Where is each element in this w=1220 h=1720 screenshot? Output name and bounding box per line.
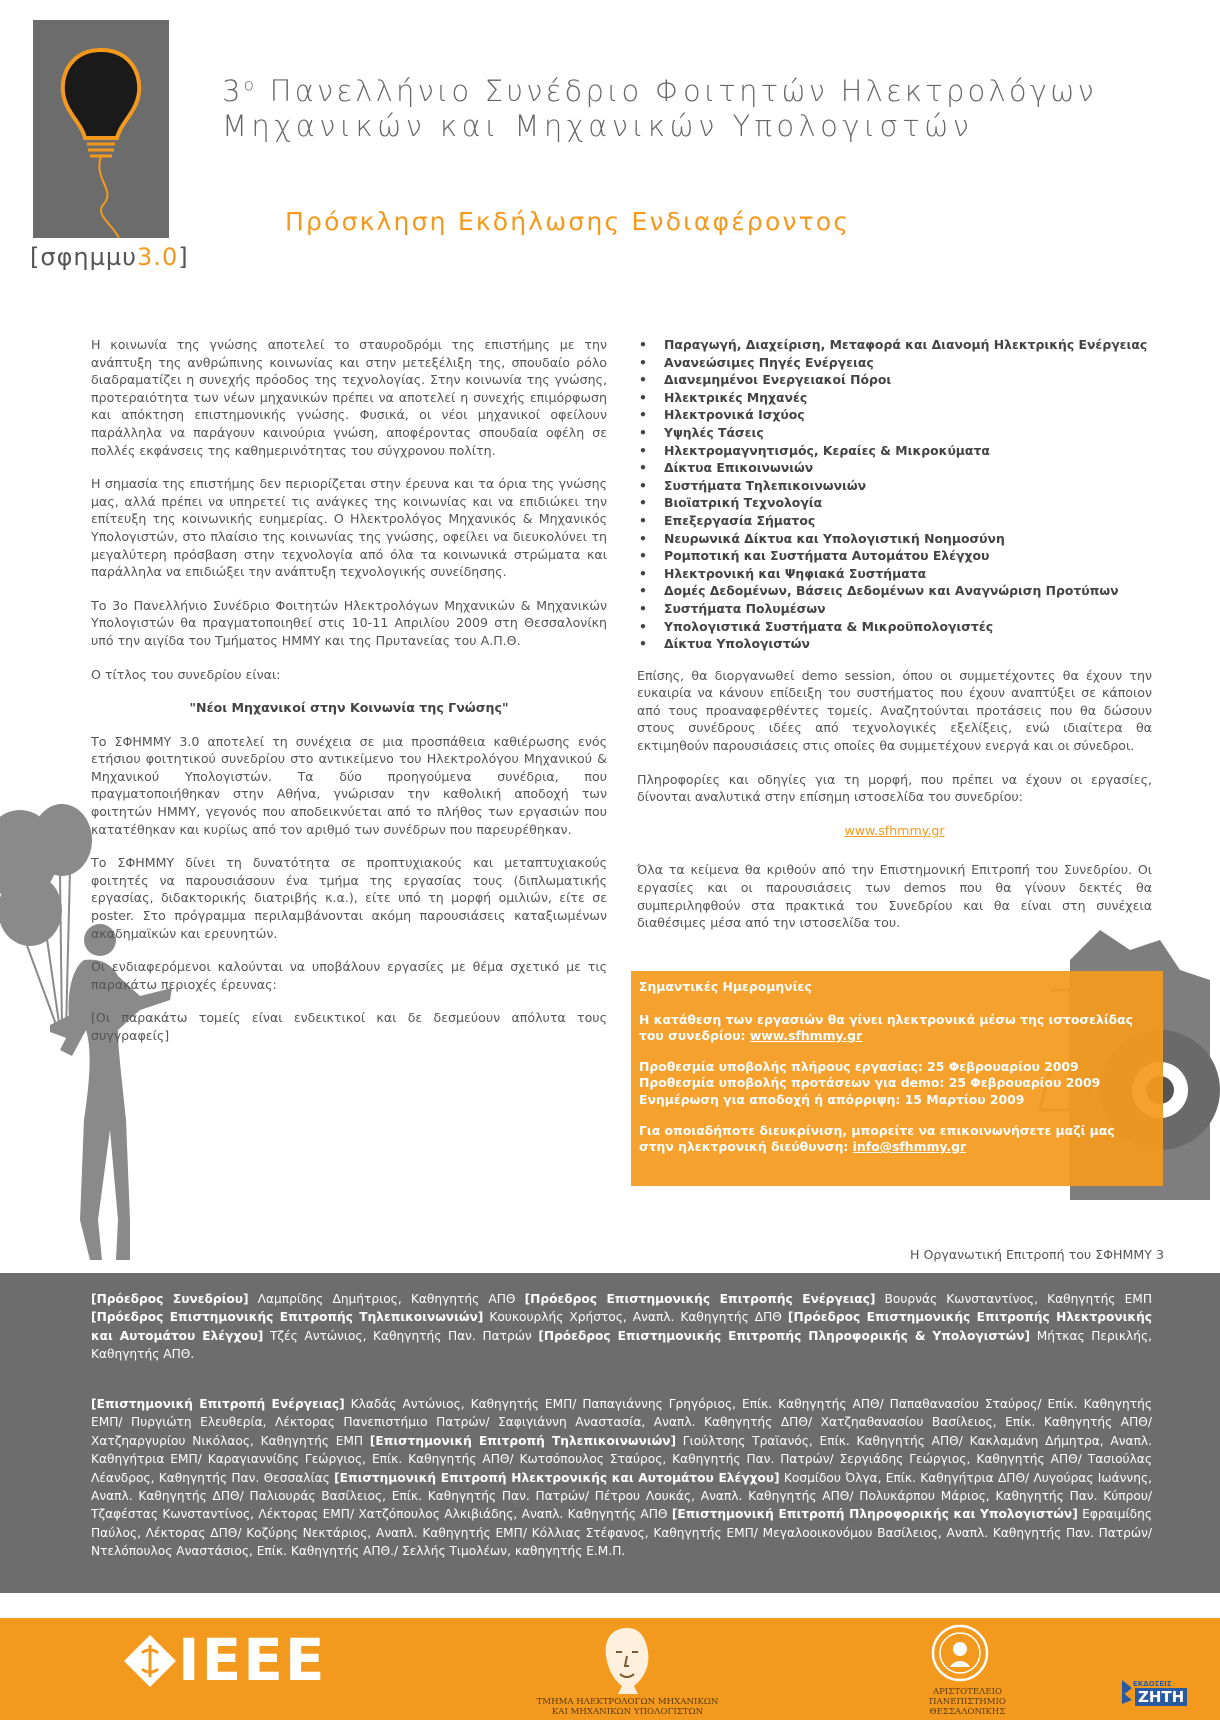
ieee-diamond-icon bbox=[122, 1633, 178, 1689]
list-item: • Υψηλές Τάσεις bbox=[637, 424, 1152, 442]
auth-name: ΑΡΙΣΤΟΤΕΛΕΙΟ ΠΑΝΕΠΙΣΤΗΜΙΟ ΘΕΣΣΑΛΟΝΙΚΗΣ bbox=[929, 1687, 1006, 1717]
publisher-label: ΕΚΔΟΣΕΙΣ bbox=[1133, 1680, 1172, 1688]
left-column bbox=[91, 336, 607, 1061]
contact-email-link[interactable]: info@sfhmmy.gr bbox=[852, 1139, 967, 1155]
list-item: • Νευρωνικά Δίκτυα και Υπολογιστική Νοημοσύνη bbox=[637, 530, 1152, 548]
page-title-line2: Μηχανικών και Μηχανικών Υπολογιστών bbox=[222, 109, 974, 143]
conference-title: "Νέοι Μηχανικοί στην Κοινωνία της Γνώσης" bbox=[189, 700, 509, 716]
committee-presidents: [Πρόεδρος Συνεδρίου] Λαμπρίδης Δημήτριος, Καθηγητής ΑΠΘ [Πρόεδρος Επιστημονικής Επιτροπής Ενέργειας] Βουρνάς Κωνσταντίνος, Καθηγητής ΕΜΠ [Πρόεδρος Επιστημονικής Επιτροπής Τηλεπικοινωνιών] Κουκουρλής Χρήστος, Αναπλ. Καθηγητής ΔΠΘ [Πρόεδρος Επιστημονικής Επιτροπής Ηλεκτρονικής και Αυτομάτου Ελέγχου] Τζές Αντώνιος, Καθηγητής Παν. Πατρών [Πρόεδρος Επιστημονικής Επιτροπής Πληροφορικής & Υπολογιστών] Μήτκας Περικλής, Καθηγητής ΑΠΘ. bbox=[91, 1292, 1152, 1362]
important-dates-box bbox=[631, 971, 1163, 1186]
list-item: • Βιοϊατρική Τεχνολογία bbox=[637, 494, 1152, 512]
list-item: • Δίκτυα Υπολογιστών bbox=[637, 635, 1152, 653]
aristotle-head-icon bbox=[592, 1624, 662, 1696]
list-item: • Ανανεώσιμες Πηγές Ενέργειας bbox=[637, 354, 1152, 372]
opportunity-paragraph: Το ΣΦΗΜΜΥ δίνει τη δυνατότητα σε προπτυχιακούς και μεταπτυχιακούς φοιτητές να παρουσιάσουν ένα τμήμα της εργασίας τους (διπλωματικής εργασίας, διδακτορικής διατριβής κ.α.), είτε υπό τη μορφή ομιλιών, είτε σε poster. Στο πρόγραμμα περιλαμβάνονται ακόμη παρουσιάσεις καταξιωμένων ακαδημαϊκών και ερευνητών. bbox=[91, 855, 607, 941]
deadline-demo: Προθεσμία υποβολής προτάσεων για demo: 25 Φεβρουαρίου 2009 bbox=[639, 1075, 1101, 1091]
sfhmmy-logo bbox=[33, 20, 169, 238]
list-item: • Δίκτυα Επικοινωνιών bbox=[637, 459, 1152, 477]
call-paragraph: Οι ενδιαφερόμενοι καλούνται να υποβάλουν εργασίες με θέμα σχετικό με τις παρακάτω περιοχές έρευνας: bbox=[91, 959, 607, 992]
science-paragraph: Η σημασία της επιστήμης δεν περιορίζεται στην έρευνα και τα όρια της γνώσης μας, αλλά πρέπει να υπηρετεί τις ανάγκες της κοινωνίας και να επιδιώκει την επίτευξη της κοινωνικής ευημερίας. Ο Ηλεκτρολόγος Μηχανικός & Μηχανικός Υπολογιστών, στο πλαίσιο της κοινωνίας της γνώσης, οφείλει να διευκολύνει τη μεγαλύτερη πρόσβαση στην τεχνολογία από όλα τα κοινωνικά στρώματα και παράλληλα να επιδιώξει την ανάπτυξη τεχνολογικής συνείδησης. bbox=[91, 476, 607, 580]
review-paragraph: Όλα τα κείμενα θα κριθούν από την Επιστημονική Επιτροπή του Συνεδρίου. Οι εργασίες και οι παρουσιάσεις των demos που θα γίνουν δεκτές θα συμπεριληφθούν στα πρακτικά του Συνεδρίου και θα είναι στη συνέχεια διαθέσιμες μέσα από την ιστοσελίδα του. bbox=[637, 862, 1152, 931]
demo-paragraph: Επίσης, θα διοργανωθεί demo session, όπου οι συμμετέχοντες θα έχουν την ευκαιρία να κάνουν επίδειξη του συστήματος που έχουν αναπτύξει σε κάποιον από τους προαναφερθέντες τομείς. Αναζητούνται προτάσεις που θα δώσουν στους συνέδρους ιδέες από τεχνολογικές εξελίξεις, ενώ ιδιαίτερα θα εκτιμηθούν παρουσιάσεις στις οποίες θα συμμετέχουν ενεργά και οι σύνεδροι. bbox=[637, 667, 1152, 754]
lightbulb-icon bbox=[33, 20, 169, 238]
list-item: • Δομές Δεδομένων, Βάσεις Δεδομένων και Αναγνώριση Προτύπων bbox=[637, 582, 1152, 600]
page-subtitle: Πρόσκληση Εκδήλωσης Ενδιαφέροντος bbox=[285, 207, 851, 236]
right-column bbox=[637, 336, 1152, 948]
list-item: • Συστήματα Τηλεπικοινωνιών bbox=[637, 477, 1152, 495]
website-link[interactable]: www.sfhmmy.gr bbox=[844, 822, 945, 838]
auth-seal-icon bbox=[930, 1623, 990, 1683]
title-intro-paragraph: Ο τίτλος του συνεδρίου είναι: bbox=[91, 666, 281, 682]
submission-link[interactable]: www.sfhmmy.gr bbox=[749, 1028, 863, 1044]
intro-paragraph: Η κοινωνία της γνώσης αποτελεί το σταυροδρόμι της επιστήμης με την ανάπτυξη της ανθρώπινης κοινωνίας και στην μετεξέλιξη της, σπουδαίο ρόλο διαδραματίζει η συνεχής πρόοδος της τεχνολογίας. Στην κοινωνία της γνώσης, προτεραιότητα των νέων μηχανικών πρέπει να αποτελεί η συνεχής επιμόρφωση και απόκτηση επιστημονικής γνώσης. Φυσικά, οι νέοι μηχανικοί οφείλουν παράλληλα να παράγουν καινούρια γνώση, αποφέροντας σπουδαία οφέλη σε πολλές εκφάνσεις της καθημερινότητας του σύγχρονου πολίτη. bbox=[91, 337, 607, 458]
dates-heading: Σημαντικές Ημερομηνίες bbox=[639, 979, 812, 994]
logo-text: [σφηµµυ3.0] bbox=[30, 243, 189, 271]
list-item: • Συστήματα Πολυμέσων bbox=[637, 600, 1152, 618]
list-item: • Ηλεκτρονικά Ισχύος bbox=[637, 406, 1152, 424]
publisher-name: ΖΗΤΗ bbox=[1135, 1688, 1187, 1706]
deadline-paper: Προθεσμία υποβολής πλήρους εργασίας: 25 Φεβρουαρίου 2009 bbox=[639, 1058, 1079, 1074]
note-paragraph: [Οι παρακάτω τομείς είναι ενδεικτικοί και δε δεσμεύουν απόλυτα τους συγγραφείς] bbox=[91, 1010, 607, 1043]
page-title-line1: $3^o$ Πανελλήνιο Συνέδριο Φοιτητών Ηλεκτρολόγων bbox=[222, 74, 1098, 108]
list-item: • Διανεμημένοι Ενεργειακοί Πόροι bbox=[637, 371, 1152, 389]
list-item: • Παραγωγή, Διαχείριση, Μεταφορά και Διανομή Ηλεκτρικής Ενέργειας bbox=[637, 336, 1152, 354]
list-item: • Ηλεκτρικές Μηχανές bbox=[637, 389, 1152, 407]
deadline-notification: Ενημέρωση για αποδοχή ή απόρριψη: 15 Μαρτίου 2009 bbox=[639, 1091, 1025, 1107]
scientific-committees: [Επιστημονική Επιτροπή Ενέργειας] Κλαδάς Αντώνιος, Καθηγητής ΕΜΠ/ Παπαγιάννης Γρηγόριος, Επίκ. Καθηγητής ΑΠΘ/ Παπαθανασίου Σταύρος/ Επίκ. Καθηγητής ΕΜΠ/ Πυργιώτη Ελευθερία, Λέκτορας Πανεπιστήμιο Πατρών/ Σαφιγιάννη Αναστασία, Αναπλ. Καθηγητής ΔΠΘ/ Χατζηαθανασίου Βασίλειος, Επίκ. Καθηγητής ΑΠΘ/ Χατζηαργυρίου Νικόλαος, Καθηγητής ΕΜΠ [Επιστημονική Επιτροπή Τηλεπικοινωνιών] Γιούλτσης Τραϊανός, Επίκ. Καθηγητής ΑΠΘ/ Κακλαμάνη Δήμητρα, Αναπλ. Καθηγήτρια ΕΜΠ/ Καραγιαννίδης Γεώργιος, Επίκ. Καθηγητής ΑΠΘ/ Κωτσόπουλος Σταύρος, Καθηγητής Παν. Πατρών/ Σεργιάδης Γεώργιος, Καθηγητής ΑΠΘ/ Τασιούλας Λέανδρος, Καθηγητής Παν. Θεσσαλίας [Επιστημονική Επιτροπή Ηλεκτρονικής και Αυτομάτου Ελέγχου] Κοσμίδου Όλγα, Επίκ. Καθηγήτρια ΔΠΘ/ Λυγούρας Ιωάννης, Αναπλ. Καθηγητής ΔΠΘ/ Παλιουράς Βασίλειος, Επίκ. Καθηγητής Παν. Πατρών/ Πέτρου Λουκάς, Αναπλ. Καθηγητής ΑΠΘ/ Πολυκάρπου Μάριος, Καθηγητής Παν. Κύπρου/ Τζαφέστας Κωνσταντίνος, Λέκτορας ΕΜΠ/ Χατζόπουλος Αλκιβιάδης, Αναπλ. Καθηγητής ΑΠΘ [Επιστημονική Επιτροπή Πληροφορικής και Υπολογιστών] Εφραιμίδης Παύλος, Λέκτορας ΔΠΘ/ Κοζύρης Νεκτάριος, Αναπλ. Καθηγητής ΕΜΠ/ Κόλλιας Στέφανος, Καθηγητής ΕΜΠ/ Μεγαλοοικονόμου Βασίλειος, Αναπλ. Καθηγητής Παν. Πατρών/ Ντελόπουλος Αναστάσιος, Επίκ. Καθηγητής ΑΠΘ./ Σελλής Τιμολέων, καθηγητής Ε.Μ.Π. bbox=[91, 1397, 1152, 1559]
info-paragraph: Πληροφορίες και οδηγίες για τη μορφή, που πρέπει να έχουν οι εργασίες, δίνονται αναλυτικά στην επίσημη ιστοσελίδα του συνεδρίου: bbox=[637, 771, 1152, 805]
list-item: • Ρομποτική και Συστήματα Αυτομάτου Ελέγχου bbox=[637, 547, 1152, 565]
signature: Η Οργανωτική Επιτροπή του ΣΦΗΜΜΥ 3 bbox=[910, 1247, 1164, 1262]
department-name: ΤΜΗΜΑ ΗΛΕΚΤΡΟΛΟΓΩΝ ΜΗΧΑΝΙΚΩΝ ΚΑΙ ΜΗΧΑΝΙΚΩΝ ΥΠΟΛΟΓΙΣΤΩΝ bbox=[536, 1697, 719, 1717]
submission-info: Η κατάθεση των εργασιών θα γίνει ηλεκτρονικά μέσω της ιστοσελίδας του συνεδρίου: www.sfhmmy.gr bbox=[639, 1011, 1134, 1044]
ieee-logo-text: IEEE bbox=[178, 1626, 327, 1694]
list-item: • Υπολογιστικά Συστήματα & Μικροϋπολογιστές bbox=[637, 618, 1152, 636]
list-item: • Ηλεκτρομαγνητισμός, Κεραίες & Μικροκύματα bbox=[637, 442, 1152, 460]
conference-info-paragraph: Το 3ο Πανελλήνιο Συνέδριο Φοιτητών Ηλεκτρολόγων Μηχανικών & Μηχανικών Υπολογιστών θα πραγματοποιηθεί στις 10-11 Απριλίου 2009 στη Θεσσαλονίκη υπό την αιγίδα του Τμήματος ΗΜΜΥ και της Πρυτανείας του Α.Π.Θ. bbox=[91, 597, 607, 648]
list-item: • Επεξεργασία Σήματος bbox=[637, 512, 1152, 530]
list-item: • Ηλεκτρονική και Ψηφιακά Συστήματα bbox=[637, 565, 1152, 583]
history-paragraph: Το ΣΦΗΜΜΥ 3.0 αποτελεί τη συνέχεια σε μια προσπάθεια καθιέρωσης ενός ετήσιου φοιτητικού συνεδρίου στο αντικείμενο του Ηλεκτρολόγου Μηχανικού & Μηχανικού Υπολογιστών. Τα δύο προηγούμενα συνέδρια, που πραγματοποιήθηκαν στην Αθήνα, γνώρισαν την καθολική αποδοχή των φοιτητών ΗΜΜΥ, γεγονός που αποδεικνύεται από το πλήθος των εργασιών που κατατέθηκαν και κυρίως από τον αριθμό των συνέδρων που παρευρέθηκαν. bbox=[91, 733, 607, 837]
ziti-publisher-icon bbox=[1120, 1678, 1134, 1706]
topics-list bbox=[637, 336, 1152, 653]
contact-info: Για οποιαδήποτε διευκρίνιση, μπορείτε να επικοινωνήσετε μαζί μας στην ηλεκτρονική διεύθυνση: info@sfhmmy.gr bbox=[639, 1122, 1115, 1155]
